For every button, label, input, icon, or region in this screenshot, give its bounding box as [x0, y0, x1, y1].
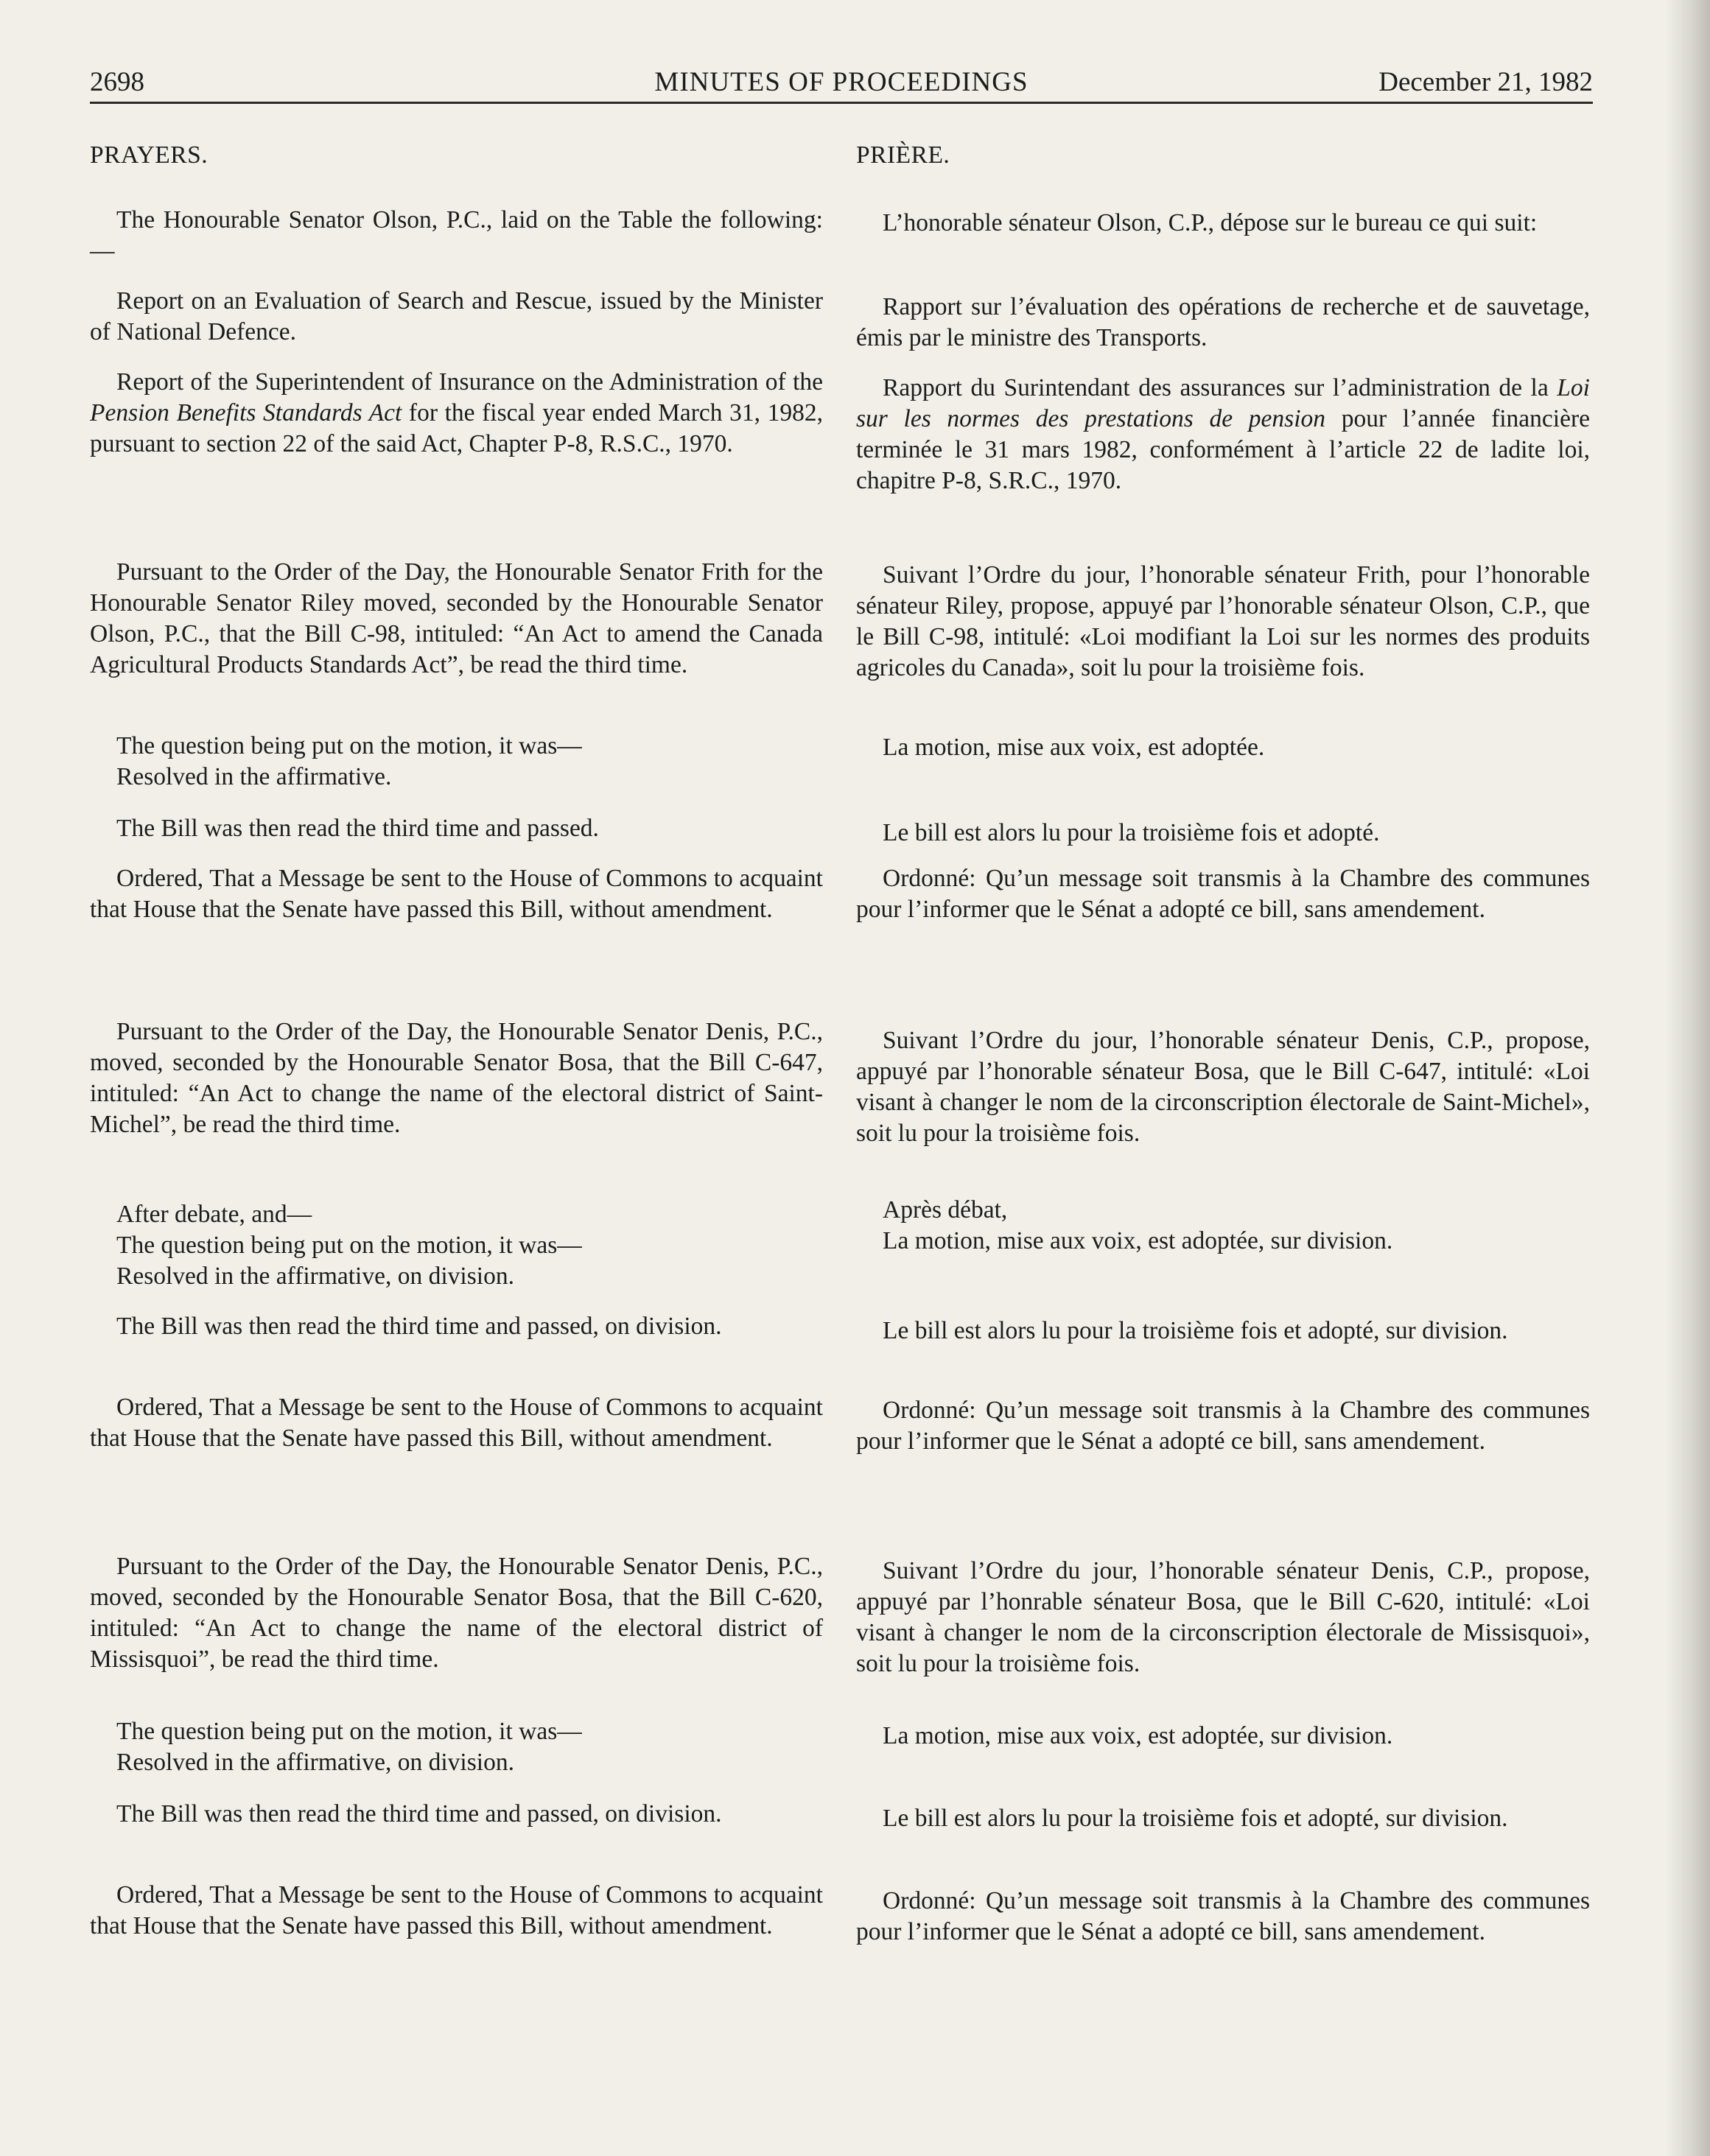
c620-motion: Pursuant to the Order of the Day, the Honourable Senator Denis, P.C., moved, seconded by the Honourable Senator Bosa, that the Bill C-620, intituled: “An Act to change the name of the electoral district of Missisquoi”, be read the third time.	[90, 1553, 823, 1673]
running-title: MINUTES OF PROCEEDINGS	[654, 67, 1029, 97]
report2-paragraph	[90, 367, 823, 460]
c620-motion-block	[90, 1551, 823, 1675]
fr-c620-ordered: Ordonné: Qu’un message soit transmis à la Chambre des communes pour l’informer que le Sénat a adopté ce bill, sans amendement.	[856, 1887, 1590, 1945]
fr-c647-debate: Après débat,	[883, 1196, 1008, 1223]
fr-tabling-paragraph: L’honorable sénateur Olson, C.P., dépose sur le bureau ce qui suit:	[883, 209, 1538, 236]
report2-text-post: for the fiscal year ended March 31, 1982, pursuant to section 22 of the said Act, Chapter P-8, R.S.C., 1970.	[90, 399, 823, 457]
fr-c98-adopted: La motion, mise aux voix, est adoptée.	[883, 734, 1265, 761]
page-header	[90, 62, 1593, 106]
fr-c620-ordered-block	[856, 1886, 1590, 1948]
fr-c647-ordered: Ordonné: Qu’un message soit transmis à la Chambre des communes pour l’informer que le Sénat a adopté ce bill, sans amendement.	[856, 1397, 1590, 1455]
report2-act-title: Pension Benefits Standards Act	[90, 399, 402, 426]
fr-c98-adopted-block	[856, 732, 1590, 763]
c620-passed: The Bill was then read the third time and passed, on division.	[116, 1800, 722, 1827]
tabling-block	[90, 205, 823, 267]
fr-c620-motion-block	[856, 1556, 1590, 1679]
c98-passed: The Bill was then read the third time and passed.	[116, 815, 599, 842]
c98-motion: Pursuant to the Order of the Day, the Honourable Senator Frith for the Honourable Senator Riley moved, seconded by the Honourable Senator Olson, P.C., that the Bill C-98, intituled: “An Act to amend the Canada Agricultural Products Standards Act”, be read the third time.	[90, 558, 823, 678]
fr-tabling-block	[856, 208, 1590, 239]
fr-report1-paragraph: Rapport sur l’évaluation des opérations de recherche et de sauvetage, émis par le ministre des Transports.	[856, 293, 1590, 351]
c647-motion-block	[90, 1016, 823, 1140]
c98-passed-block	[90, 813, 823, 844]
fr-c647-motion-block	[856, 1025, 1590, 1149]
fr-report2-block	[856, 373, 1590, 496]
prayers-heading-block	[90, 140, 823, 171]
fr-c647-vote-block	[856, 1195, 1590, 1257]
c98-resolved: Resolved in the affirmative.	[116, 763, 392, 790]
c620-vote-block	[90, 1716, 823, 1778]
fr-c620-passed: Le bill est alors lu pour la troisième fois et adopté, sur division.	[883, 1805, 1508, 1832]
priere-heading: PRIÈRE.	[856, 141, 950, 169]
fr-c98-motion-block	[856, 560, 1590, 684]
c620-ordered-block	[90, 1880, 823, 1942]
fr-report2-text-post: pour l’année financière terminée le 31 mars 1982, conformément à l’article 22 de ladite loi, chapitre P-8, S.R.C., 1970.	[856, 405, 1590, 494]
c647-ordered: Ordered, That a Message be sent to the House of Commons to acquaint that House that the Senate have passed this Bill, without amendment.	[90, 1394, 823, 1452]
page-number: 2698	[90, 67, 144, 97]
c647-motion: Pursuant to the Order of the Day, the Honourable Senator Denis, P.C., moved, seconded by the Honourable Senator Bosa, that the Bill C-647, intituled: “An Act to change the name of the electoral district of Saint-Michel”, be read the third time.	[90, 1018, 823, 1138]
c98-motion-block	[90, 557, 823, 681]
c98-vote-block	[90, 731, 823, 793]
c98-ordered: Ordered, That a Message be sent to the House of Commons to acquaint that House that the Senate have passed this Bill, without amendment.	[90, 865, 823, 923]
prayers-heading: PRAYERS.	[90, 141, 209, 169]
fr-c98-ordered: Ordonné: Qu’un message soit transmis à la Chambre des communes pour l’informer que le Sénat a adopté ce bill, sans amendement.	[856, 865, 1590, 923]
fr-c647-adopted: La motion, mise aux voix, est adoptée, sur division.	[883, 1227, 1393, 1254]
fr-c620-adopted-block	[856, 1721, 1590, 1752]
fr-c620-adopted: La motion, mise aux voix, est adoptée, sur division.	[883, 1722, 1393, 1749]
fr-c647-motion: Suivant l’Ordre du jour, l’honorable sénateur Denis, C.P., propose, appuyé par l’honorable sénateur Bosa, que le Bill C-647, intitulé: «Loi visant à changer le nom de la circonscription électorale de Saint-Michel», soit lu pour la troisième fois.	[856, 1027, 1590, 1147]
c647-ordered-block	[90, 1392, 823, 1454]
header-rule	[90, 102, 1593, 104]
fr-report1-block	[856, 292, 1590, 354]
c620-resolved: Resolved in the affirmative, on division.	[116, 1749, 514, 1776]
c647-debate: After debate, and—	[116, 1201, 312, 1228]
fr-report2-paragraph	[856, 373, 1590, 496]
fr-c647-ordered-block	[856, 1395, 1590, 1457]
priere-heading-block	[856, 140, 1590, 171]
c620-question: The question being put on the motion, it was—	[116, 1718, 582, 1745]
fr-c620-motion: Suivant l’Ordre du jour, l’honorable sénateur Denis, C.P., propose, appuyé par l’honrable sénateur Bosa, que le Bill C-620, intitulé: «Loi visant à changer le nom de la circonscription électorale de Missisquoi», soit lu pour la troisième fois.	[856, 1557, 1590, 1677]
report2-text-pre: Report of the Superintendent of Insurance on the Administration of the	[116, 368, 823, 396]
fr-c647-passed-block	[856, 1316, 1590, 1346]
report2-block	[90, 367, 823, 460]
fr-c98-passed-block	[856, 818, 1590, 849]
c647-resolved: Resolved in the affirmative, on division.	[116, 1263, 514, 1290]
c647-passed-block	[90, 1311, 823, 1342]
c98-ordered-block	[90, 863, 823, 925]
fr-c98-ordered-block	[856, 863, 1590, 925]
c620-passed-block	[90, 1799, 823, 1830]
fr-c620-passed-block	[856, 1803, 1590, 1834]
page-edge-shadow	[1666, 0, 1710, 2156]
tabling-paragraph: The Honourable Senator Olson, P.C., laid on the Table the following:—	[90, 206, 823, 264]
fr-c98-motion: Suivant l’Ordre du jour, l’honorable sénateur Frith, pour l’honorable sénateur Riley, propose, appuyé par l’honorable sénateur Olson, C.P., que le Bill C-98, intitulé: «Loi modifiant la Loi sur les normes des produits agricoles du Canada», soit lu pour la troisième fois.	[856, 561, 1590, 681]
fr-c647-passed: Le bill est alors lu pour la troisième fois et adopté, sur division.	[883, 1317, 1508, 1344]
header-date: December 21, 1982	[1378, 67, 1593, 97]
fr-c98-passed: Le bill est alors lu pour la troisième fois et adopté.	[883, 819, 1380, 846]
c647-question: The question being put on the motion, it was—	[116, 1232, 582, 1259]
c620-ordered: Ordered, That a Message be sent to the House of Commons to acquaint that House that the Senate have passed this Bill, without amendment.	[90, 1881, 823, 1939]
fr-report2-text-pre: Rapport du Surintendant des assurances sur l’administration de la	[883, 374, 1557, 401]
report1-paragraph: Report on an Evaluation of Search and Rescue, issued by the Minister of National Defence.	[90, 287, 823, 345]
c647-vote-block	[90, 1199, 823, 1292]
report1-block	[90, 286, 823, 348]
c647-passed: The Bill was then read the third time and passed, on division.	[116, 1313, 722, 1340]
c98-question: The question being put on the motion, it was—	[116, 732, 582, 759]
fr-report2-act-title: Loi sur les normes des prestations de pension	[856, 374, 1590, 432]
